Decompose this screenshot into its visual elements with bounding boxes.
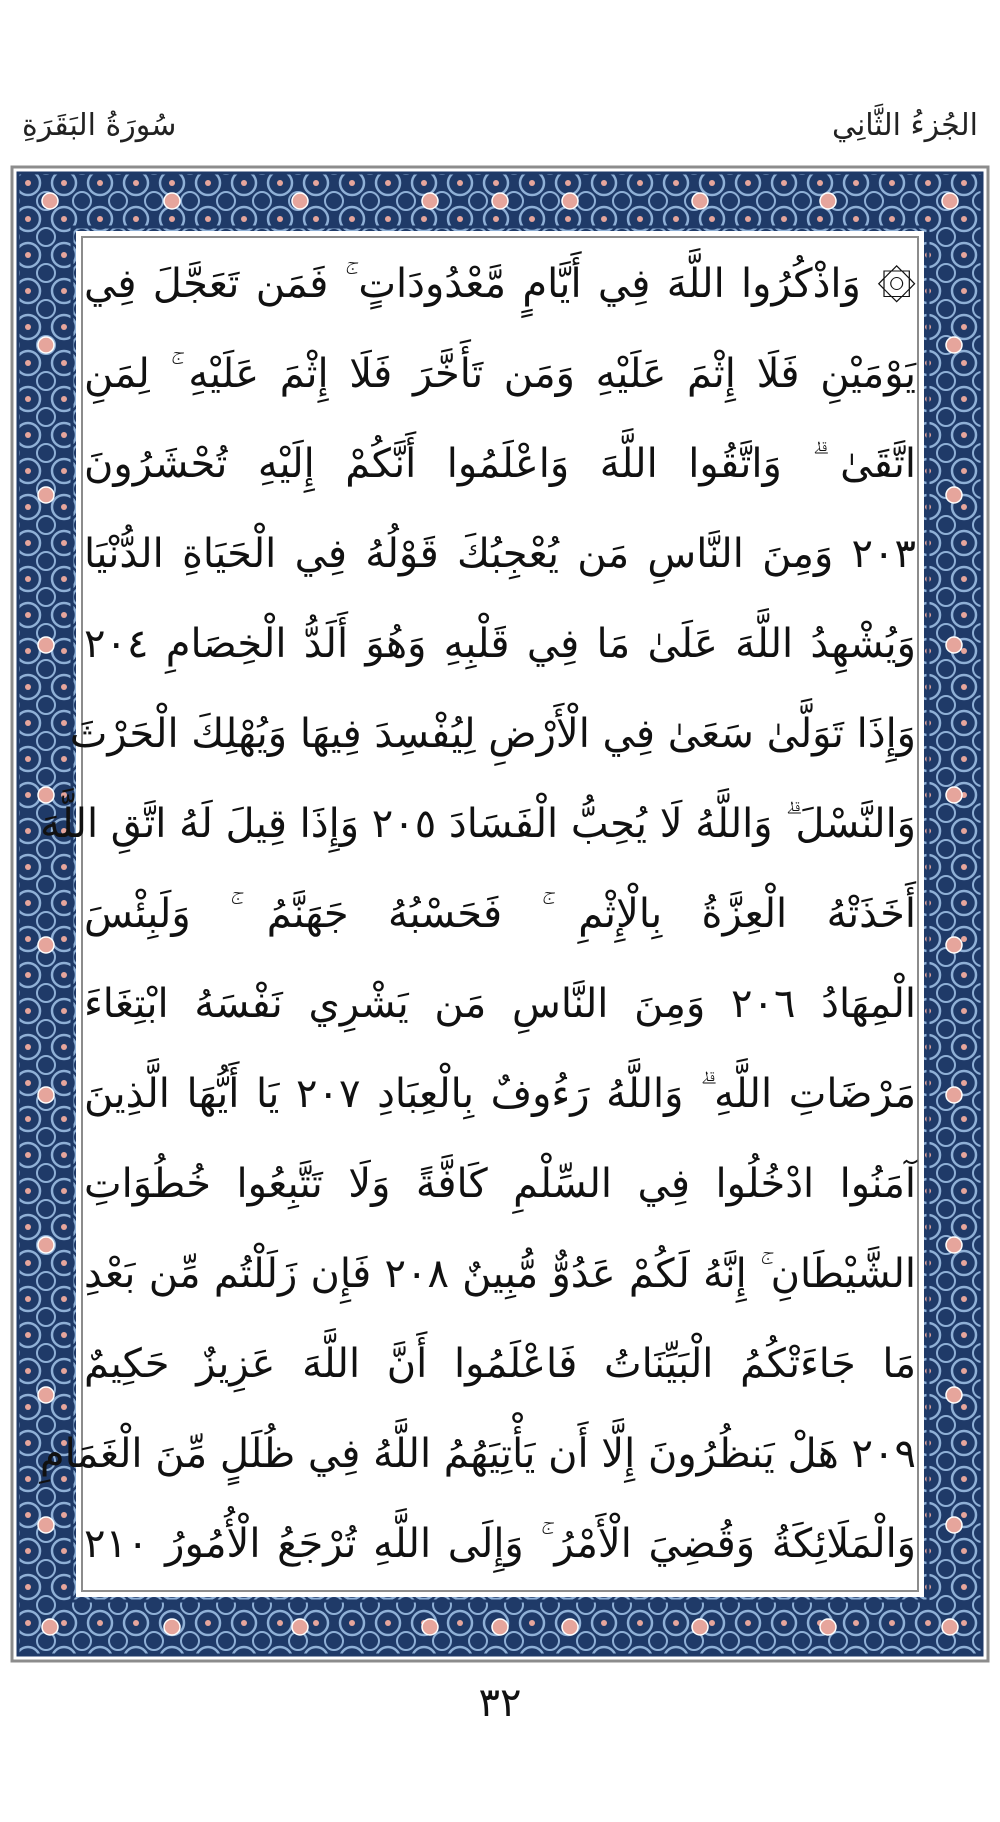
page-number: ٣٢ [478,1680,522,1726]
surah-name-header: سُورَةُ البَقَرَةِ [22,108,177,143]
text-line: آمَنُوا ادْخُلُوا فِي السِّلْمِ كَافَّةً وَلَا تَتَّبِعُوا خُطُوَاتِ [84,1161,916,1207]
text-line: الشَّيْطَانِ ۚ إِنَّهُ لَكُمْ عَدُوٌّ مُّبِينٌ ٢٠٨ فَإِن زَلَلْتُم مِّن بَعْدِ [84,1251,916,1297]
text-line: اتَّقَىٰ ۗ وَاتَّقُوا اللَّهَ وَاعْلَمُوا أَنَّكُمْ إِلَيْهِ تُحْشَرُونَ [84,441,916,487]
juz-name-header: الجُزءُ الثَّانِي [831,108,978,143]
text-line: ٢٠٣ وَمِنَ النَّاسِ مَن يُعْجِبُكَ قَوْلُهُ فِي الْحَيَاةِ الدُّنْيَا [84,531,916,577]
text-line: يَوْمَيْنِ فَلَا إِثْمَ عَلَيْهِ وَمَن تَأَخَّرَ فَلَا إِثْمَ عَلَيْهِ ۚ لِمَنِ [84,351,916,397]
text-line: وَإِذَا تَوَلَّىٰ سَعَىٰ فِي الْأَرْضِ لِيُفْسِدَ فِيهَا وَيُهْلِكَ الْحَرْثَ [69,711,916,757]
text-line: ٢٠٩ هَلْ يَنظُرُونَ إِلَّا أَن يَأْتِيَهُمُ اللَّهُ فِي ظُلَلٍ مِّنَ الْغَمَامِ [39,1431,916,1477]
text-line: وَالنَّسْلَ ۗ وَاللَّهُ لَا يُحِبُّ الْفَسَادَ ٢٠٥ وَإِذَا قِيلَ لَهُ اتَّقِ اللَّهَ [40,801,916,847]
text-line: وَيُشْهِدُ اللَّهَ عَلَىٰ مَا فِي قَلْبِهِ وَهُوَ أَلَدُّ الْخِصَامِ ٢٠٤ [84,621,916,667]
text-line: مَا جَاءَتْكُمُ الْبَيِّنَاتُ فَاعْلَمُوا أَنَّ اللَّهَ عَزِيزٌ حَكِيمٌ [84,1341,916,1387]
text-line: ۞ وَاذْكُرُوا اللَّهَ فِي أَيَّامٍ مَّعْدُودَاتٍ ۚ فَمَن تَعَجَّلَ فِي [84,261,916,307]
quran-text-block [39,242,917,1584]
text-line: مَرْضَاتِ اللَّهِ ۗ وَاللَّهُ رَءُوفٌ بِالْعِبَادِ ٢٠٧ يَا أَيُّهَا الَّذِينَ [84,1071,917,1117]
text-line: الْمِهَادُ ٢٠٦ وَمِنَ النَّاسِ مَن يَشْرِي نَفْسَهُ ابْتِغَاءَ [84,981,917,1027]
text-line: وَالْمَلَائِكَةُ وَقُضِيَ الْأَمْرُ ۚ وَإِلَى اللَّهِ تُرْجَعُ الْأُمُورُ ٢١٠ [84,1521,916,1567]
text-line: أَخَذَتْهُ الْعِزَّةُ بِالْإِثْمِ ۚ فَحَسْبُهُ جَهَنَّمُ ۚ وَلَبِئْسَ [84,891,916,937]
